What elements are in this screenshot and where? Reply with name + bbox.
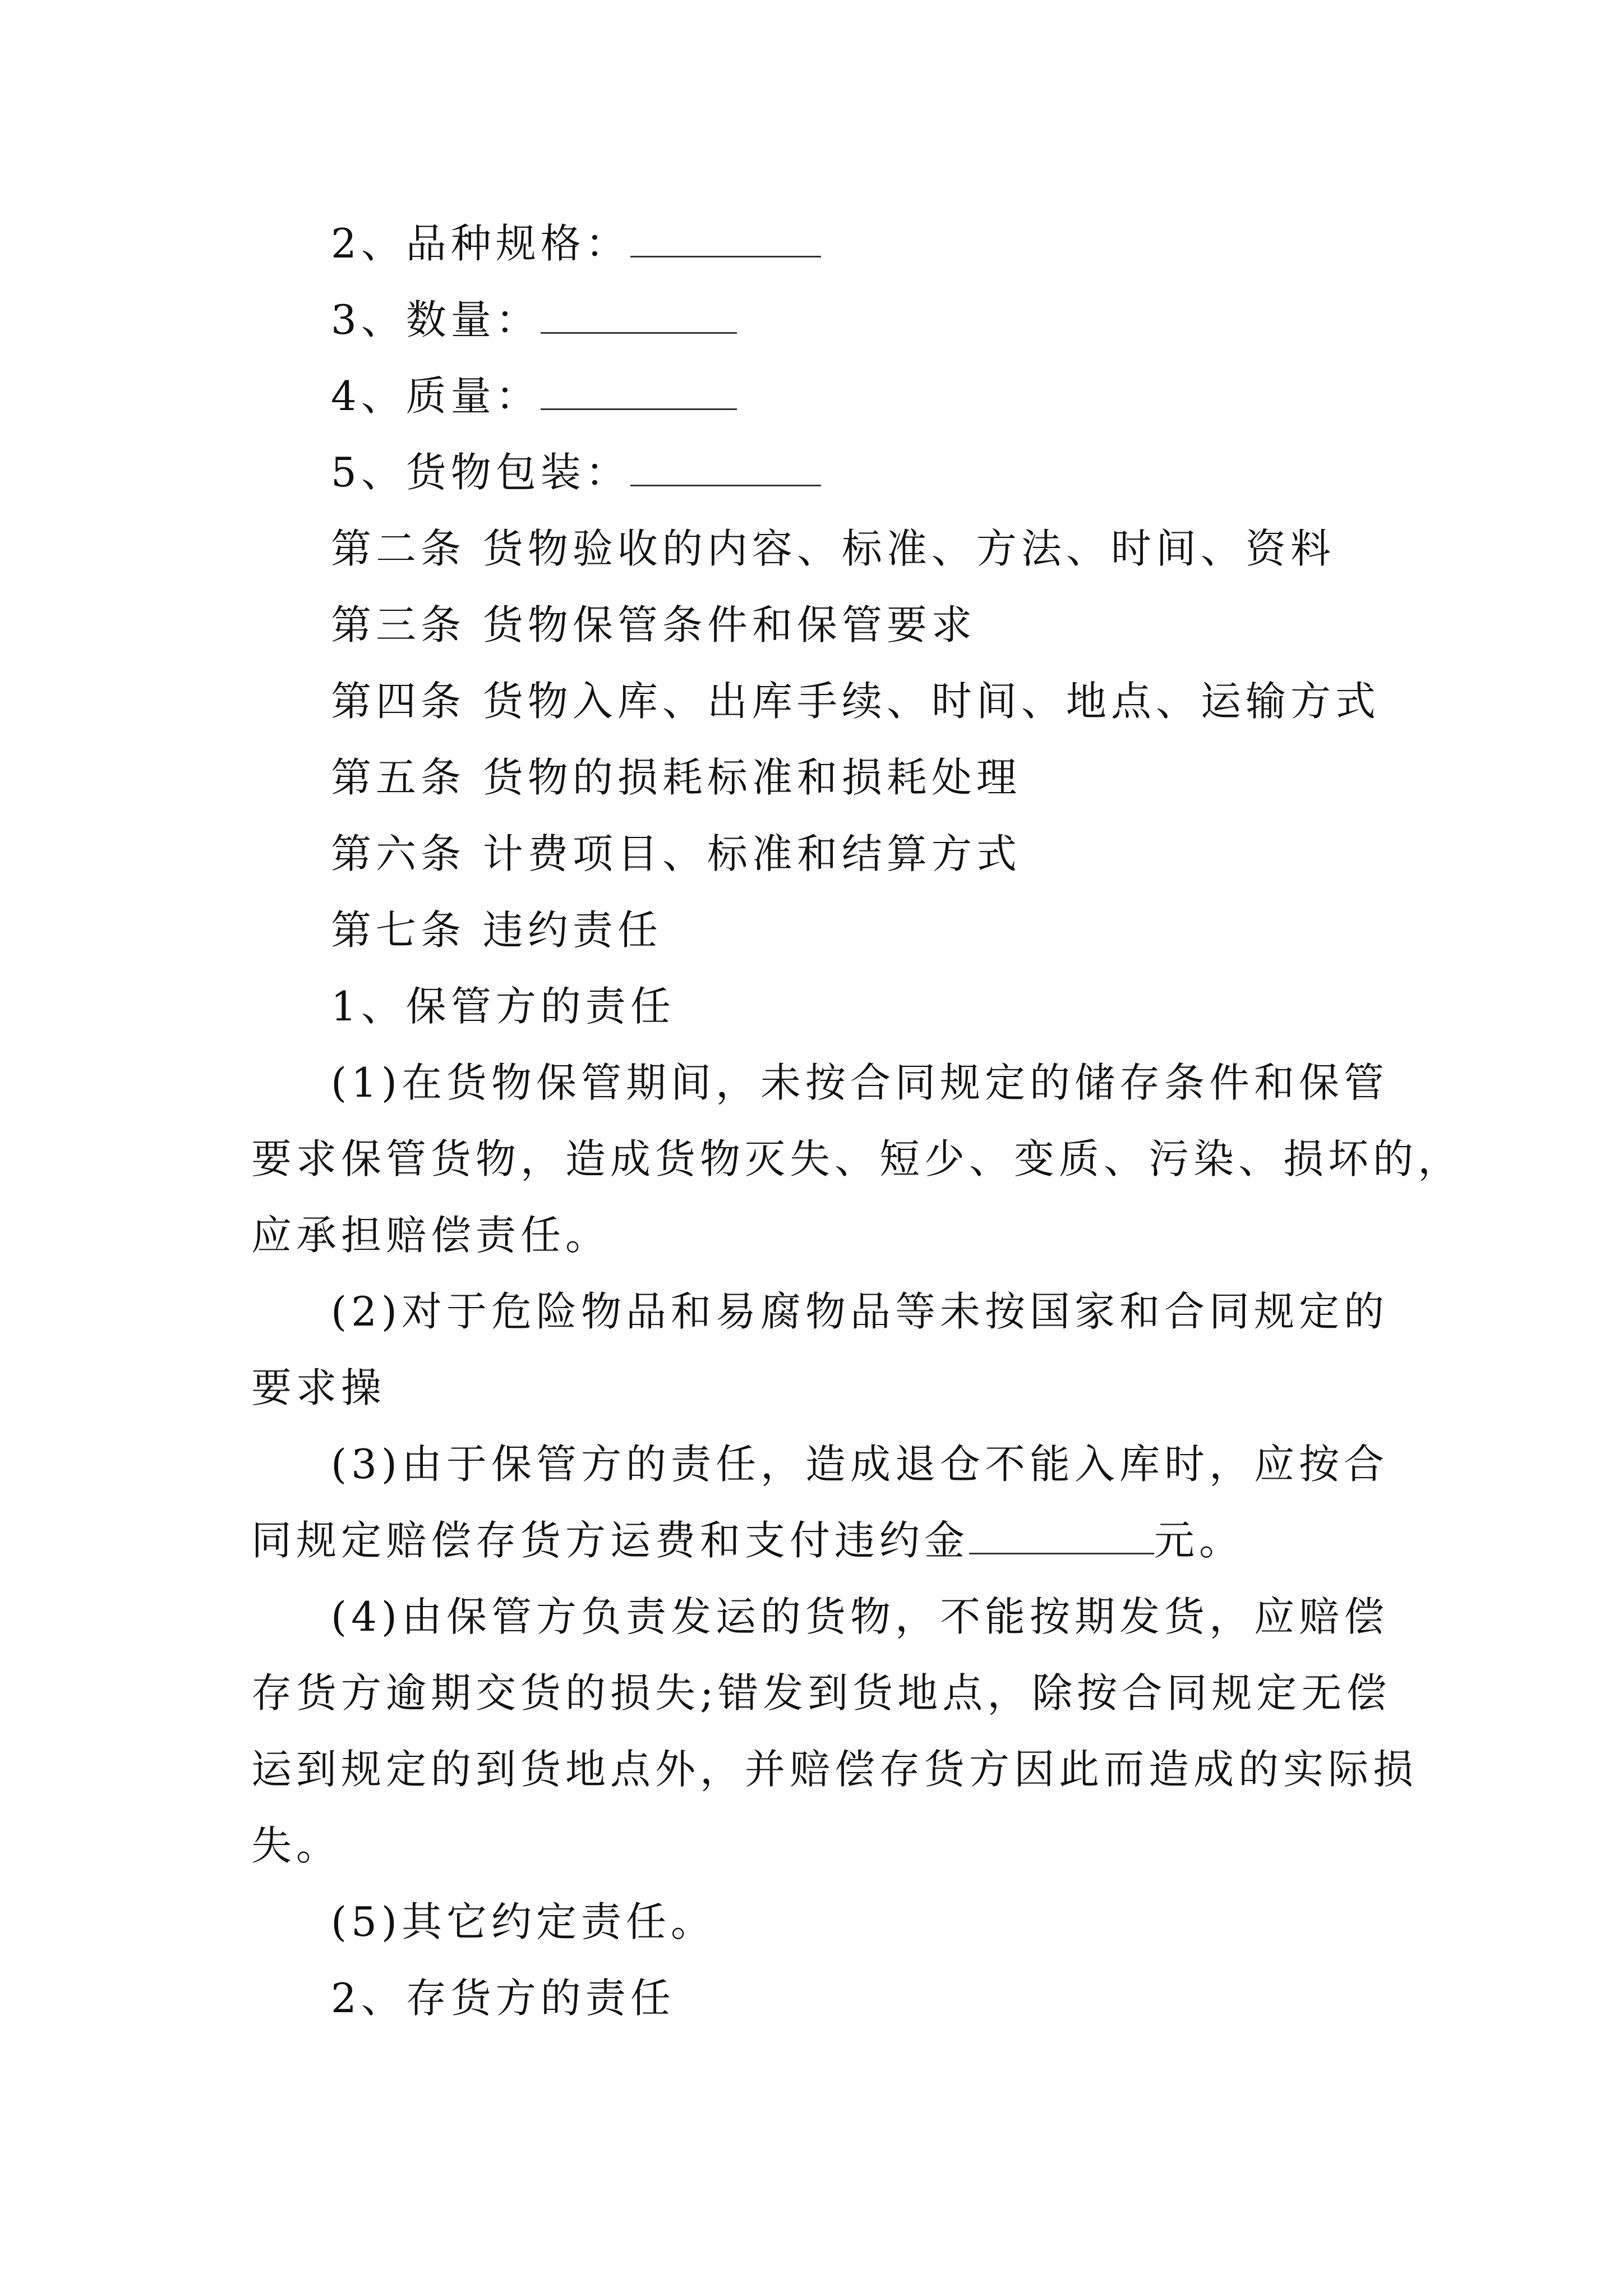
- clause-4-line-4: 失。: [251, 1822, 342, 1869]
- clause-5: (5)其它约定责任。: [331, 1898, 716, 1945]
- quantity-blank[interactable]: [541, 298, 737, 334]
- clause-1-line-3: 应承担赔偿责任。: [251, 1212, 611, 1259]
- quality-blank[interactable]: [541, 375, 737, 410]
- clause-4-line-1: (4)由保管方负责发运的货物，不能按期发货，应赔偿: [331, 1593, 1389, 1640]
- article-2: 第二条 货物验收的内容、标准、方法、时间、资料: [331, 525, 1335, 572]
- article-7: 第七条 违约责任: [331, 907, 662, 954]
- clause-3-unit: 元。: [1154, 1517, 1244, 1564]
- clause-4-line-3: 运到规定的到货地点外，并赔偿存货方因此而造成的实际损: [251, 1746, 1418, 1793]
- clause-3-text: 同规定赔偿存货方运费和支付违约金: [251, 1517, 970, 1564]
- item-packaging-label: 5、货物包装：: [331, 449, 630, 496]
- article-4: 第四条 货物入库、出库手续、时间、地点、运输方式: [331, 678, 1380, 725]
- item-packaging: [331, 445, 821, 499]
- clause-1-line-1: (1)在货物保管期间，未按合同规定的储存条件和保管: [331, 1059, 1389, 1106]
- clause-3-line-2: [251, 1513, 1244, 1567]
- variety-blank[interactable]: [630, 222, 821, 257]
- clause-2-line-1: (2)对于危险物品和易腐物品等未按国家和合同规定的: [331, 1288, 1389, 1335]
- item-variety-label: 2、品种规格：: [331, 220, 630, 267]
- penalty-amount-blank[interactable]: [969, 1519, 1154, 1554]
- item-variety: [331, 217, 821, 270]
- article-3: 第三条 货物保管条件和保管要求: [331, 601, 976, 648]
- packaging-blank[interactable]: [630, 451, 821, 486]
- depositor-heading: 2、存货方的责任: [331, 1975, 675, 2022]
- item-quality-label: 4、质量：: [331, 372, 541, 420]
- item-quality: [331, 369, 737, 423]
- item-quantity: [331, 293, 737, 347]
- custodian-heading: 1、保管方的责任: [331, 983, 675, 1030]
- item-quantity-label: 3、数量：: [331, 296, 541, 343]
- clause-4-line-2: 存货方逾期交货的损失;错发到货地点，除按合同规定无偿: [251, 1669, 1391, 1717]
- clause-2-line-2: 要求操: [251, 1364, 386, 1411]
- article-6: 第六条 计费项目、标准和结算方式: [331, 830, 1021, 877]
- clause-3-line-1: (3)由于保管方的责任，造成退仓不能入库时，应按合: [331, 1441, 1389, 1488]
- clause-1-line-2: 要求保管货物，造成货物灭失、短少、变质、污染、损坏的，: [251, 1135, 1463, 1182]
- article-5: 第五条 货物的损耗标准和损耗处理: [331, 754, 1021, 801]
